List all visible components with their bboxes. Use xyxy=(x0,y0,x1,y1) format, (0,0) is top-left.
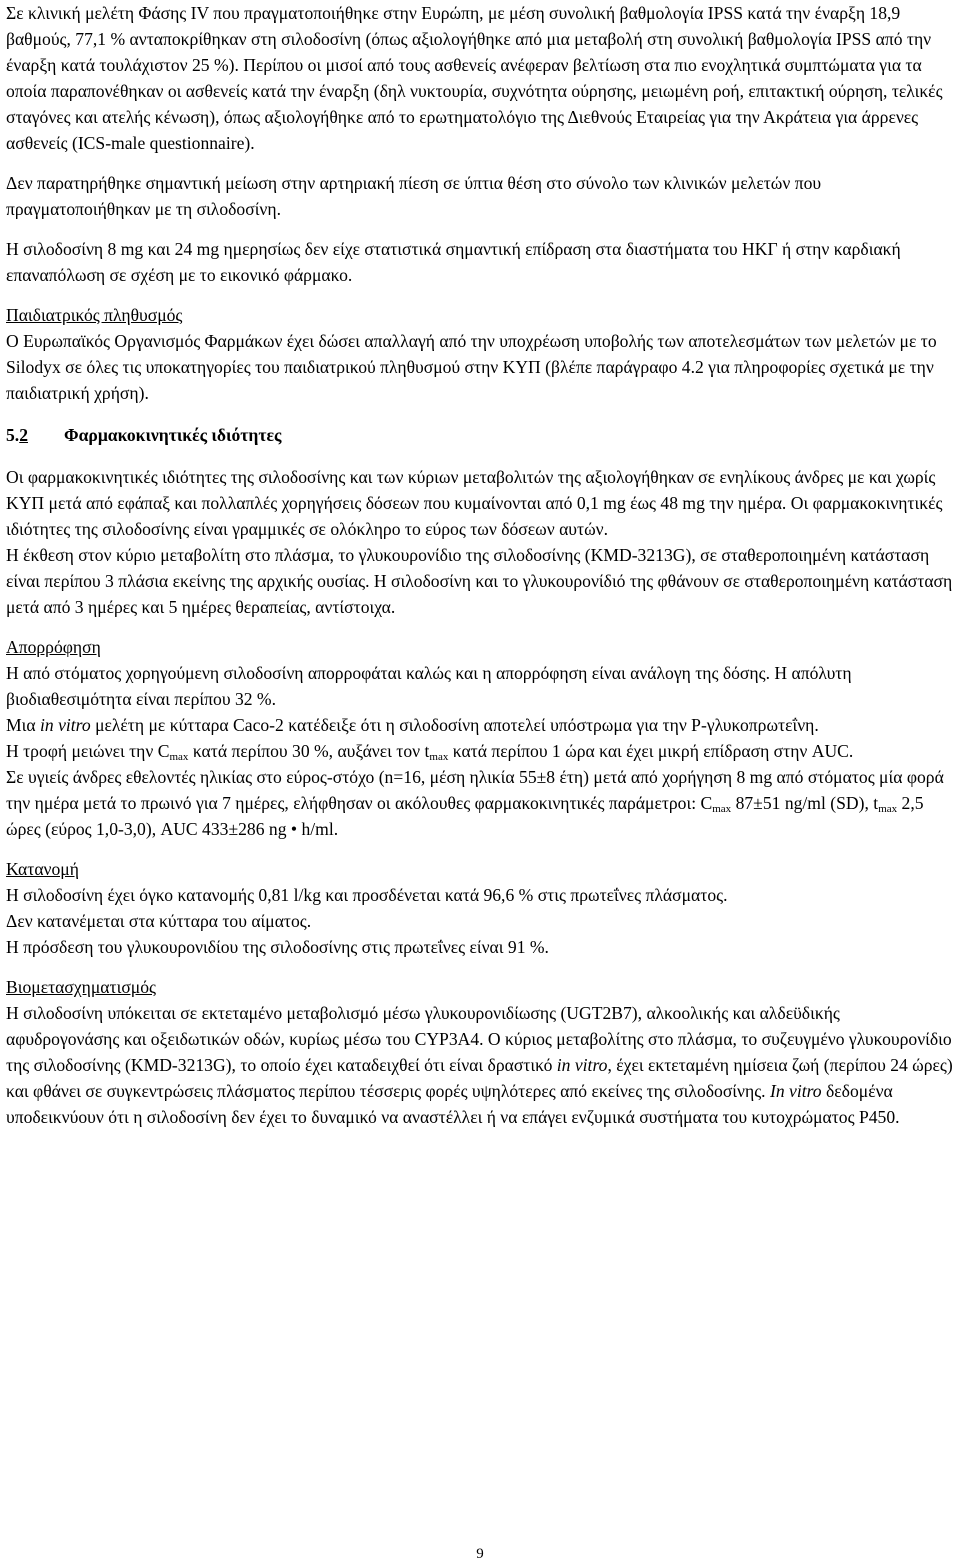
paragraph-ecg: Η σιλοδοσίνη 8 mg και 24 mg ημερησίως δεν είχε στατιστικά σημαντική επίδραση στα διαστήματα του ΗΚΓ ή στην καρδιακή επαναπόλωση σε σχέση με το εικονικό φάρμακο. xyxy=(6,239,901,285)
paragraph-phase-iv-study: Σε κλινική μελέτη Φάσης IV που πραγματοποιήθηκε στην Ευρώπη, με μέση συνολική βαθμολογία IPSS κατά την έναρξη 18,9 βαθμούς, 77,1 % ανταποκρίθηκαν στη σιλοδοσίνη (όπως αξιολογήθηκε από μια μεταβολή στη συνολική βαθμολογία IPSS από την έναρξη κατά τουλάχιστον 25 %). Περίπου οι μισοί από τους ασθενείς ανέφεραν βελτίωση στα πιο ενοχλητικά συμπτώματα για τα οποία παραπονέθηκαν οι ασθενείς κατά την έναρξη (δηλ νυκτουρία, συχνότητα ούρησης, μειωμένη ροή, επιτακτική ούρηση, τελικές σταγόνες και ατελής κένωση), όπως αξιολογήθηκε από το ερωτηματολόγιο της Διεθνούς Εταιρείας για την Ακράτεια για άρρενες ασθενείς (ICS-male questionnaire). xyxy=(6,3,943,153)
distribution-line-2: Δεν κατανέμεται στα κύτταρα του αίματος. xyxy=(6,911,312,931)
distribution-block xyxy=(6,856,956,960)
document-page xyxy=(6,0,956,1130)
distribution-subheading: Κατανομή xyxy=(6,859,79,879)
metabolism-subheading: Βιομετασχηματισμός xyxy=(6,977,157,997)
section-number: 5.2 xyxy=(6,425,28,445)
section-title: Φαρμακοκινητικές ιδιότητες xyxy=(64,425,282,445)
absorption-block xyxy=(6,634,956,842)
absorption-line-3: Η τροφή μειώνει την $C_{max}$ κατά περίπου 30 %, αυξάνει τον $t_{max}$ κατά περίπου 1 ώρα και έχει μικρή επίδραση στην AUC. xyxy=(6,741,854,763)
absorption-line-2: Μια in vitro μελέτη με κύτταρα Caco-2 κατέδειξε ότι η σιλοδοσίνη αποτελεί υπόστρωμα για την P-γλυκοπρωτεΐνη. xyxy=(6,715,819,735)
page-number: 9 xyxy=(476,1546,484,1562)
absorption-line-4: Σε υγιείς άνδρες εθελοντές ηλικίας στο εύρος-στόχο (n=16, μέση ηλικία 55±8 έτη) μετά από χορήγηση 8 mg από στόματος μία φορά την ημέρα μετά το πρωινό για 7 ημέρες, ελήφθησαν οι ακόλουθες φαρμακοκινητικές παράμετροι: $C_{max}$ 87±51 ng/ml (SD), $t_{max}$ 2,5 ώρες (εύρος 1,0-3,0), AUC 433±286 ng • h/ml. xyxy=(6,767,944,839)
distribution-line-1: Η σιλοδοσίνη έχει όγκο κατανομής 0,81 l/kg και προσδένεται κατά 96,6 % στις πρωτεΐνες πλάσματος. xyxy=(6,885,728,905)
paediatric-subheading: Παιδιατρικός πληθυσμός xyxy=(6,305,183,325)
section-heading xyxy=(6,422,956,448)
absorption-line-1: Η από στόματος χορηγούμενη σιλοδοσίνη απορροφάται καλώς και η απορρόφηση είναι ανάλογη της δόσης. Η απόλυτη βιοδιαθεσιμότητα είναι περίπου 32 %. xyxy=(6,663,852,709)
absorption-subheading: Απορρόφηση xyxy=(6,637,101,657)
distribution-line-3: Η πρόσδεση του γλυκουρονιδίου της σιλοδοσίνης στις πρωτεΐνες είναι 91 %. xyxy=(6,937,549,957)
pharmacokinetics-intro xyxy=(6,464,956,620)
paediatric-block xyxy=(6,302,956,406)
paragraph-blood-pressure: Δεν παρατηρήθηκε σημαντική μείωση στην αρτηριακή πίεση σε ύπτια θέση στο σύνολο των κλινικών μελετών που πραγματοποιήθηκαν με τη σιλοδοσίνη. xyxy=(6,173,822,219)
metabolism-text: Η σιλοδοσίνη υπόκειται σε εκτεταμένο μεταβολισμό μέσω γλυκουρονιδίωσης (UGT2B7), αλκοολικής και αλδεϋδικής αφυδρογονάσης και οξειδωτικών οδών, κυρίως μέσω του CYP3A4. Ο κύριος μεταβολίτης στο πλάσμα, το συζευγμένο γλυκουρονίδιο της σιλοδοσίνης (KMD-3213G), το οποίο έχει καταδειχθεί ότι είναι δραστικό in vitro, έχει εκτεταμένη ημίσεια ζωή (περίπου 24 ώρες) και φθάνει σε συγκεντρώσεις πλάσματος περίπου τέσσερις φορές υψηλότερες από εκείνες της σιλοδοσίνης. In vitro δεδομένα υποδεικνύουν ότι η σιλοδοσίνη δεν έχει το δυναμικό να αναστέλλει ή να επάγει ενζυμικά συστήματα του κυτοχρώματος P450. xyxy=(6,1003,953,1127)
paediatric-text: Ο Ευρωπαϊκός Οργανισμός Φαρμάκων έχει δώσει απαλλαγή από την υποχρέωση υποβολής των αποτελεσμάτων των μελετών με το Silodyx σε όλες τις υποκατηγορίες του παιδιατρικού πληθυσμού στην ΚΥΠ (βλέπε παράγραφο 4.2 για πληροφορίες σχετικά με την παιδιατρική χρήση). xyxy=(6,331,937,403)
pk-paragraph-1: Οι φαρμακοκινητικές ιδιότητες της σιλοδοσίνης και των κύριων μεταβολιτών της αξιολογήθηκαν σε ενηλίκους άνδρες με και χωρίς ΚΥΠ μετά από εφάπαξ και πολλαπλές χορηγήσεις δόσεων που κυμαίνονται από 0,1 mg έως 48 mg την ημέρα. Οι φαρμακοκινητικές ιδιότητες της σιλοδοσίνης είναι γραμμικές σε ολόκληρο το εύρος των δόσεων αυτών. xyxy=(6,467,943,539)
pk-paragraph-2: Η έκθεση στον κύριο μεταβολίτη στο πλάσμα, το γλυκουρονίδιο της σιλοδοσίνης (KMD-3213G), σε σταθεροποιημένη κατάσταση είναι περίπου 3 πλάσια εκείνης της αρχικής ουσίας. Η σιλοδοσίνη και το γλυκουρονίδιό της φθάνουν σε σταθεροποιημένη κατάσταση μετά από 3 ημέρες και 5 ημέρες θεραπείας, αντίστοιχα. xyxy=(6,545,953,617)
metabolism-block xyxy=(6,974,956,1130)
